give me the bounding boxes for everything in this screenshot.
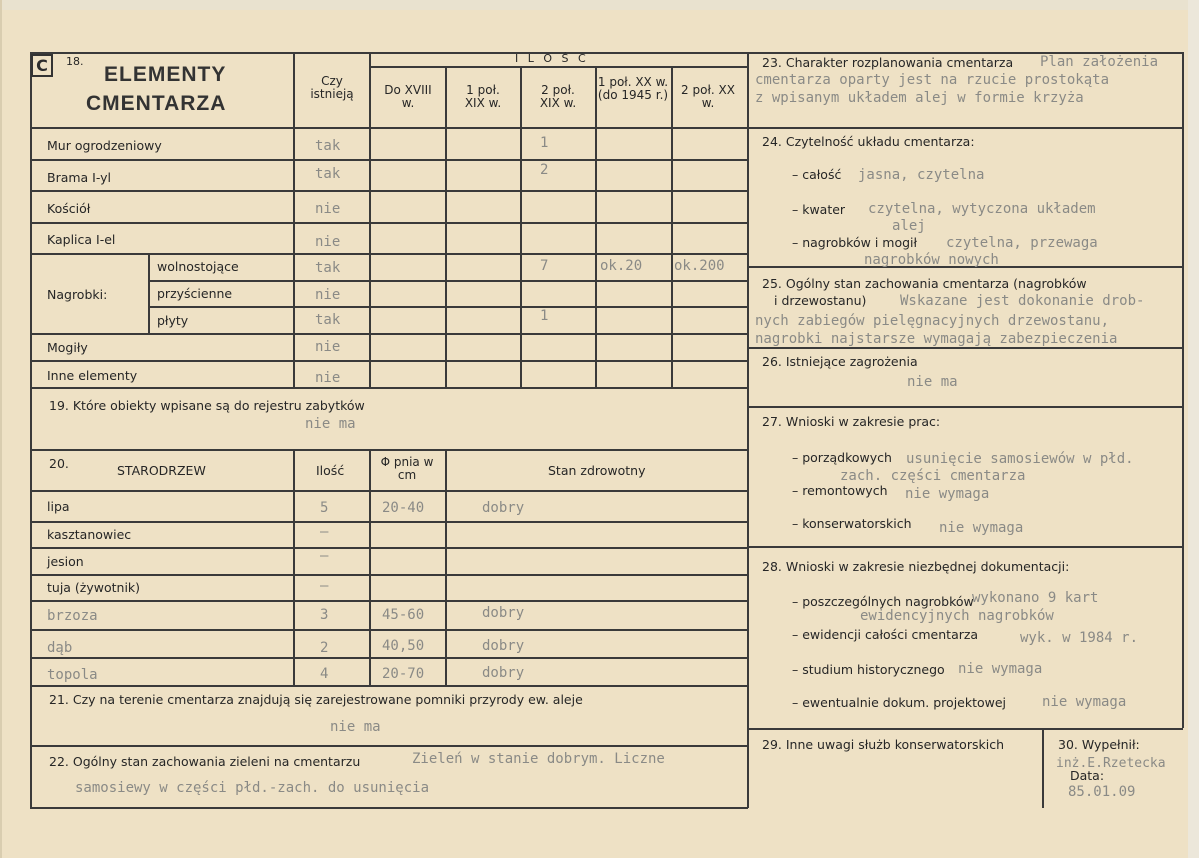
element-count-2p-xx: ok.200 xyxy=(674,258,725,274)
tree-count-header: Ilość xyxy=(316,463,345,478)
projektowej-label: – ewentualnie dokum. projektowej xyxy=(792,695,1007,710)
element-label: Kościół xyxy=(47,201,91,216)
element-exists-value: tak xyxy=(315,166,341,182)
health-state-header: Stan zdrowotny xyxy=(548,463,646,478)
tree-health: dobry xyxy=(482,665,525,681)
section-18-title-line1: ELEMENTY xyxy=(104,63,227,86)
czy-istnieja-header: Czy istnieją xyxy=(310,74,354,101)
element-exists-value: tak xyxy=(315,260,341,276)
porzadkowych-label: – porządkowych xyxy=(792,450,892,465)
remontowych-value: nie wymaga xyxy=(905,486,990,502)
ewidencji-value: wyk. w 1984 r. xyxy=(1020,630,1139,646)
element-exists-value: nie xyxy=(315,234,341,250)
starodrzew-header: STARODRZEW xyxy=(117,463,206,478)
card-top-edge xyxy=(2,0,1199,10)
section-28-label: 28. Wnioski w zakresie niezbędnej dokumentacji: xyxy=(762,559,1070,574)
element-exists-value: tak xyxy=(315,312,341,328)
studium-value: nie wymaga xyxy=(958,661,1043,677)
tree-count: 3 xyxy=(320,607,329,623)
section-30-label: 30. Wypełnił: xyxy=(1058,737,1140,752)
section-26-label: 26. Istniejące zagrożenia xyxy=(762,354,918,369)
section-25-value-line3: nagrobki najstarsze wymagają zabezpieczenia xyxy=(755,331,1118,347)
tree-name: dąb xyxy=(47,640,73,656)
trunk-diameter-header: Φ pnia w cm xyxy=(380,455,434,482)
poszczegolnych-value-line1: wykonano 9 kart xyxy=(972,590,1099,606)
section-23-label: 23. Charakter rozplanowania cmentarza xyxy=(762,55,1014,70)
element-count-2p-xix: 7 xyxy=(540,258,549,274)
tree-diameter: 20-40 xyxy=(382,500,425,516)
section-26-value: nie ma xyxy=(907,374,958,390)
tree-diameter: 40,50 xyxy=(382,638,425,654)
element-exists-value: nie xyxy=(315,370,341,386)
element-count-2p-xix: 2 xyxy=(540,162,549,178)
tree-diameter: 45-60 xyxy=(382,607,425,623)
tree-count: – xyxy=(320,524,329,540)
nagrobki-label: Nagrobki: xyxy=(47,287,108,302)
section-19-label: 19. Które obiekty wpisane są do rejestru zabytków xyxy=(49,398,365,413)
tree-count: 5 xyxy=(320,500,329,516)
tree-name: brzoza xyxy=(47,608,98,624)
poszczegolnych-value-line2: ewidencyjnych nagrobków xyxy=(860,608,1054,624)
date-label: Data: xyxy=(1070,768,1105,783)
element-label: Kaplica I-el xyxy=(47,232,116,247)
remontowych-label: – remontowych xyxy=(792,483,888,498)
kwater-value-line2: alej xyxy=(892,218,926,234)
period-header-1p-xix: 1 poł. XIX w. xyxy=(464,83,502,110)
tree-health: dobry xyxy=(482,638,525,654)
porzadkowych-value-line2: zach. części cmentarza xyxy=(840,468,1026,484)
konserwatorskich-value: nie wymaga xyxy=(939,520,1024,536)
section-21-value: nie ma xyxy=(330,719,381,735)
kwater-label: – kwater xyxy=(792,202,846,217)
tree-count: 4 xyxy=(320,666,329,682)
element-sublabel: płyty xyxy=(157,313,189,328)
section-20-number: 20. xyxy=(49,456,69,471)
tree-name: kasztanowiec xyxy=(47,527,132,542)
section-18-title-line2: CMENTARZA xyxy=(86,92,227,115)
poszczegolnych-label: – poszczególnych nagrobków xyxy=(792,594,974,609)
element-exists-value: nie xyxy=(315,339,341,355)
section-24-label: 24. Czytelność układu cmentarza: xyxy=(762,134,975,149)
section-19-value: nie ma xyxy=(305,416,356,432)
tree-diameter: 20-70 xyxy=(382,666,425,682)
ewidencji-label: – ewidencji całości cmentarza xyxy=(792,627,979,642)
element-exists-value: nie xyxy=(315,201,341,217)
element-count-1p-xx: ok.20 xyxy=(600,258,643,274)
tree-count: – xyxy=(320,548,329,564)
porzadkowych-value-line1: usunięcie samosiewów w płd. xyxy=(906,451,1134,467)
element-sublabel: przyścienne xyxy=(157,286,233,301)
section-22-value-line2: samosiewy w części płd.-zach. do usunięcia xyxy=(75,780,430,796)
nagrobkow-value-line2: nagrobków nowych xyxy=(864,252,999,268)
tree-health: dobry xyxy=(482,500,525,516)
section-25-label-line1: 25. Ogólny stan zachowania cmentarza (nagrobków xyxy=(762,276,1087,291)
nagrobkow-value-line1: czytelna, przewaga xyxy=(946,235,1098,251)
filled-by-name: inż.E.Rzetecka xyxy=(1056,756,1166,771)
tree-name: topola xyxy=(47,667,98,683)
section-29-label: 29. Inne uwagi służb konserwatorskich xyxy=(762,737,1004,752)
tree-name: lipa xyxy=(47,499,70,514)
projektowej-value: nie wymaga xyxy=(1042,694,1127,710)
section-25-value-line1: Wskazane jest dokonanie drob- xyxy=(900,293,1145,309)
section-23-value-line3: z wpisanym układem alej w formie krzyża xyxy=(755,90,1084,106)
category-c-box: C xyxy=(31,54,53,77)
tree-name: jesion xyxy=(47,554,84,569)
section-25-value-line2: nych zabiegów pielęgnacyjnych drzewostanu, xyxy=(755,313,1110,329)
section-21-label: 21. Czy na terenie cmentarza znajdują się zarejestrowane pomniki przyrody ew. aleje xyxy=(49,692,583,707)
period-header-2p-xix: 2 poł. XIX w. xyxy=(539,83,577,110)
date-value: 85.01.09 xyxy=(1068,784,1136,800)
nagrobkow-label: – nagrobków i mogił xyxy=(792,235,918,250)
period-header-1p-xx: 1 poł. XX w. (do 1945 r.) xyxy=(597,75,669,102)
section-18-number: 18. xyxy=(66,55,84,68)
section-22-value-line1: Zieleń w stanie dobrym. Liczne xyxy=(412,751,665,767)
element-label: Mur ogrodzeniowy xyxy=(47,138,162,153)
card-right-edge xyxy=(1188,0,1199,858)
element-count-2p-xix: 1 xyxy=(540,308,549,324)
period-header-xviii: Do XVIII w. xyxy=(384,83,432,110)
section-25-label-line2: i drzewostanu) xyxy=(774,293,867,308)
element-label: Brama I-yl xyxy=(47,170,112,185)
tree-health: dobry xyxy=(482,605,525,621)
ilosc-header: I L O Ś C xyxy=(515,52,589,65)
period-header-2p-xx: 2 poł. XX w. xyxy=(681,83,735,110)
tree-count: – xyxy=(320,578,329,594)
studium-label: – studium historycznego xyxy=(792,662,945,677)
section-23-value-line2: cmentarza oparty jest na rzucie prostokąta xyxy=(755,72,1110,88)
tree-name: tuja (żywotnik) xyxy=(47,580,141,595)
element-count-2p-xix: 1 xyxy=(540,135,549,151)
konserwatorskich-label: – konserwatorskich xyxy=(792,516,912,531)
section-27-label: 27. Wnioski w zakresie prac: xyxy=(762,414,941,429)
kwater-value-line1: czytelna, wytyczona układem xyxy=(868,201,1096,217)
element-exists-value: tak xyxy=(315,138,341,154)
element-label: Mogiły xyxy=(47,340,88,355)
section-23-value-line1: Plan założenia xyxy=(1040,54,1159,70)
element-label: Inne elementy xyxy=(47,368,138,383)
tree-count: 2 xyxy=(320,640,329,656)
element-exists-value: nie xyxy=(315,287,341,303)
calosc-value: jasna, czytelna xyxy=(858,167,985,183)
section-22-label: 22. Ogólny stan zachowania zieleni na cmentarzu xyxy=(49,754,361,769)
element-sublabel: wolnostojące xyxy=(157,259,239,274)
calosc-label: – całość xyxy=(792,167,842,182)
